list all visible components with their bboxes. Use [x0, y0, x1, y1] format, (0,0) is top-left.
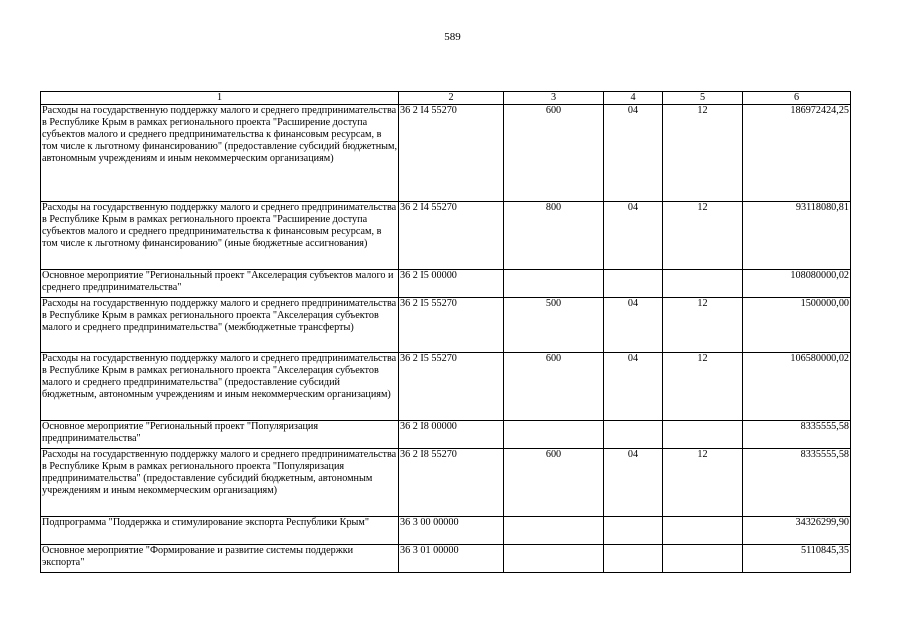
row-subsection: 12 — [663, 105, 743, 202]
row-name: Расходы на государственную поддержку малого и среднего предпринимательства в Республике Крым в рамках регионального проекта "Расширение доступа субъектов малого и среднего предпринимательства к финансовым ресурсам, в том числе к льготному финансированию" (иные бюджетные ассигнования) — [41, 202, 399, 270]
row-section — [604, 421, 663, 449]
row-amount: 34326299,90 — [743, 517, 851, 545]
row-section: 04 — [604, 353, 663, 421]
row-subsection — [663, 421, 743, 449]
table-row — [41, 105, 851, 202]
row-section — [604, 517, 663, 545]
row-target-code: 36 2 I5 55270 — [399, 353, 504, 421]
row-section — [604, 270, 663, 298]
table-row — [41, 421, 851, 449]
row-section: 04 — [604, 298, 663, 353]
row-name: Основное мероприятие "Региональный проект "Популяризация предпринимательства" — [41, 421, 399, 449]
row-subsection — [663, 517, 743, 545]
row-target-code: 36 2 I5 00000 — [399, 270, 504, 298]
row-target-code: 36 2 I4 55270 — [399, 202, 504, 270]
header-cell: 4 — [604, 92, 663, 105]
row-target-code: 36 3 01 00000 — [399, 545, 504, 573]
table-row — [41, 298, 851, 353]
row-subsection: 12 — [663, 449, 743, 517]
row-name: Расходы на государственную поддержку малого и среднего предпринимательства в Республике Крым в рамках регионального проекта "Популяризация предпринимательства" (предоставление субсидий бюджетным, автономным учреждениям и иным некоммерческим организациям) — [41, 449, 399, 517]
row-amount: 93118080,81 — [743, 202, 851, 270]
row-name: Расходы на государственную поддержку малого и среднего предпринимательства в Республике Крым в рамках регионального проекта "Расширение доступа субъектов малого и среднего предпринимательства к финансовым ресурсам, в том числе к льготному финансированию" (предоставление субсидий бюджетным, автономным учреждениям и иным некоммерческим организациям) — [41, 105, 399, 202]
row-expense-type: 600 — [504, 105, 604, 202]
table-row — [41, 517, 851, 545]
table-row — [41, 545, 851, 573]
row-expense-type: 500 — [504, 298, 604, 353]
row-expense-type: 600 — [504, 449, 604, 517]
row-amount: 186972424,25 — [743, 105, 851, 202]
row-subsection — [663, 545, 743, 573]
row-section: 04 — [604, 105, 663, 202]
row-target-code: 36 2 I5 55270 — [399, 298, 504, 353]
header-cell: 5 — [663, 92, 743, 105]
row-name: Подпрограмма "Поддержка и стимулирование экспорта Республики Крым" — [41, 517, 399, 545]
row-name: Расходы на государственную поддержку малого и среднего предпринимательства в Республике Крым в рамках регионального проекта "Акселерация субъектов малого и среднего предпринимательства" (межбюджетные трансферты) — [41, 298, 399, 353]
row-section: 04 — [604, 202, 663, 270]
row-expense-type: 800 — [504, 202, 604, 270]
row-amount: 108080000,02 — [743, 270, 851, 298]
row-amount: 8335555,58 — [743, 449, 851, 517]
row-amount: 1500000,00 — [743, 298, 851, 353]
row-expense-type: 600 — [504, 353, 604, 421]
budget-table — [40, 91, 851, 573]
row-expense-type — [504, 517, 604, 545]
row-section: 04 — [604, 449, 663, 517]
header-cell: 1 — [41, 92, 399, 105]
table-row — [41, 202, 851, 270]
row-subsection: 12 — [663, 353, 743, 421]
row-target-code: 36 2 I8 00000 — [399, 421, 504, 449]
header-cell: 6 — [743, 92, 851, 105]
table-row — [41, 449, 851, 517]
row-target-code: 36 3 00 00000 — [399, 517, 504, 545]
header-row — [41, 92, 851, 105]
row-section — [604, 545, 663, 573]
table-row — [41, 353, 851, 421]
row-amount: 8335555,58 — [743, 421, 851, 449]
row-name: Основное мероприятие "Формирование и развитие системы поддержки экспорта" — [41, 545, 399, 573]
row-name: Основное мероприятие "Региональный проект "Акселерация субъектов малого и среднего предпринимательства" — [41, 270, 399, 298]
row-expense-type — [504, 421, 604, 449]
row-subsection — [663, 270, 743, 298]
row-subsection: 12 — [663, 298, 743, 353]
row-expense-type — [504, 270, 604, 298]
header-cell: 2 — [399, 92, 504, 105]
row-amount: 106580000,02 — [743, 353, 851, 421]
row-amount: 5110845,35 — [743, 545, 851, 573]
row-subsection: 12 — [663, 202, 743, 270]
row-target-code: 36 2 I8 55270 — [399, 449, 504, 517]
header-cell: 3 — [504, 92, 604, 105]
row-name: Расходы на государственную поддержку малого и среднего предпринимательства в Республике Крым в рамках регионального проекта "Акселерация субъектов малого и среднего предпринимательства" (предоставление субсидий бюджетным, автономным учреждениям и иным некоммерческим организациям) — [41, 353, 399, 421]
page-number: 589 — [444, 31, 461, 43]
row-target-code: 36 2 I4 55270 — [399, 105, 504, 202]
table-row — [41, 270, 851, 298]
row-expense-type — [504, 545, 604, 573]
